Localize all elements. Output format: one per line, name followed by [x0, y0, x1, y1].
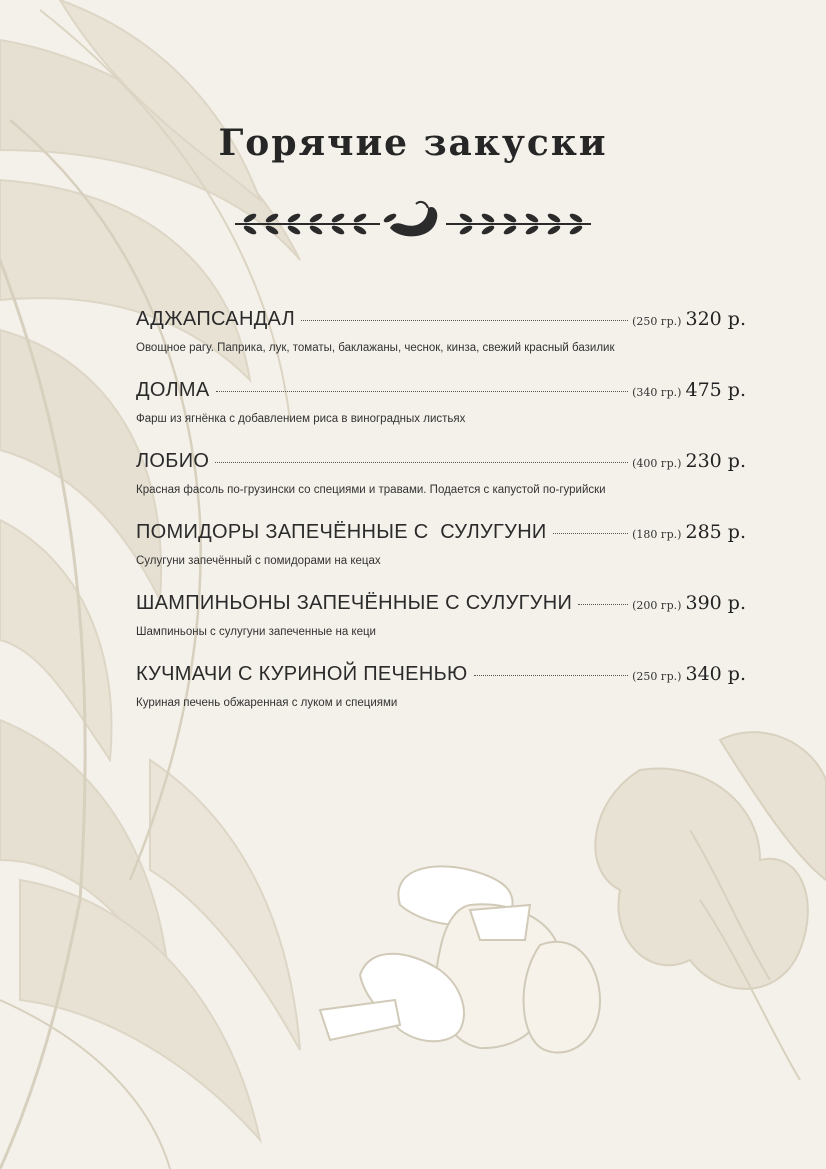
dish-description: Фарш из ягнёнка с добавлением риса в виноградных листьях: [136, 413, 466, 425]
dish-price: 230 р.: [685, 450, 746, 472]
dot-leader: [474, 675, 629, 676]
chili-pepper-ornament-icon: [230, 200, 596, 244]
dot-leader: [301, 320, 628, 321]
dish-description: Куриная печень обжаренная с луком и специями: [136, 697, 398, 709]
dish-weight: (250 гр.): [632, 315, 682, 328]
dish-weight: (180 гр.): [632, 528, 682, 541]
dish-description: Шампиньоны с сулугуни запеченные на кеци: [136, 626, 376, 638]
dish-weight: (200 гр.): [632, 599, 682, 612]
dot-leader: [578, 604, 628, 605]
dish-name: ШАМПИНЬОНЫ ЗАПЕЧЁННЫЕ С СУЛУГУНИ: [136, 592, 573, 614]
dish-name: КУЧМАЧИ С КУРИНОЙ ПЕЧЕНЬЮ: [136, 663, 468, 685]
dish-price: 285 р.: [685, 521, 746, 543]
parsley-illustration: [595, 732, 826, 1080]
dish-description: Овощное рагу. Паприка, лук, томаты, баклажаны, чеснок, кинза, свежий красный базилик: [136, 342, 615, 354]
dish-weight: (400 гр.): [632, 457, 682, 470]
dot-leader: [553, 533, 628, 534]
menu-item: [136, 308, 746, 379]
dish-price: 475 р.: [685, 379, 746, 401]
dish-name: ПОМИДОРЫ ЗАПЕЧЁННЫЕ С СУЛУГУНИ: [136, 521, 547, 543]
menu-item: [136, 592, 746, 663]
dish-price: 390 р.: [685, 592, 746, 614]
page-title: Горячие закуски: [218, 122, 608, 164]
dish-name: АДЖАПСАНДАЛ: [136, 308, 296, 330]
menu-item: [136, 450, 746, 521]
menu-item: [136, 663, 746, 734]
dish-name: ДОЛМА: [136, 379, 210, 401]
dish-name: ЛОБИО: [136, 450, 210, 472]
dish-weight: (250 гр.): [632, 670, 682, 683]
menu-list: [136, 308, 746, 734]
dish-description: Сулугуни запечённый с помидорами на кецах: [136, 555, 381, 567]
mushroom-illustration: [320, 866, 600, 1052]
dot-leader: [215, 462, 628, 463]
dish-price: 320 р.: [685, 308, 746, 330]
menu-item: [136, 521, 746, 592]
dot-leader: [216, 391, 629, 392]
dish-weight: (340 гр.): [632, 386, 682, 399]
dish-price: 340 р.: [685, 663, 746, 685]
menu-item: [136, 379, 746, 450]
dish-description: Красная фасоль по-грузински со специями и травами. Подается с капустой по-гурийски: [136, 484, 606, 496]
